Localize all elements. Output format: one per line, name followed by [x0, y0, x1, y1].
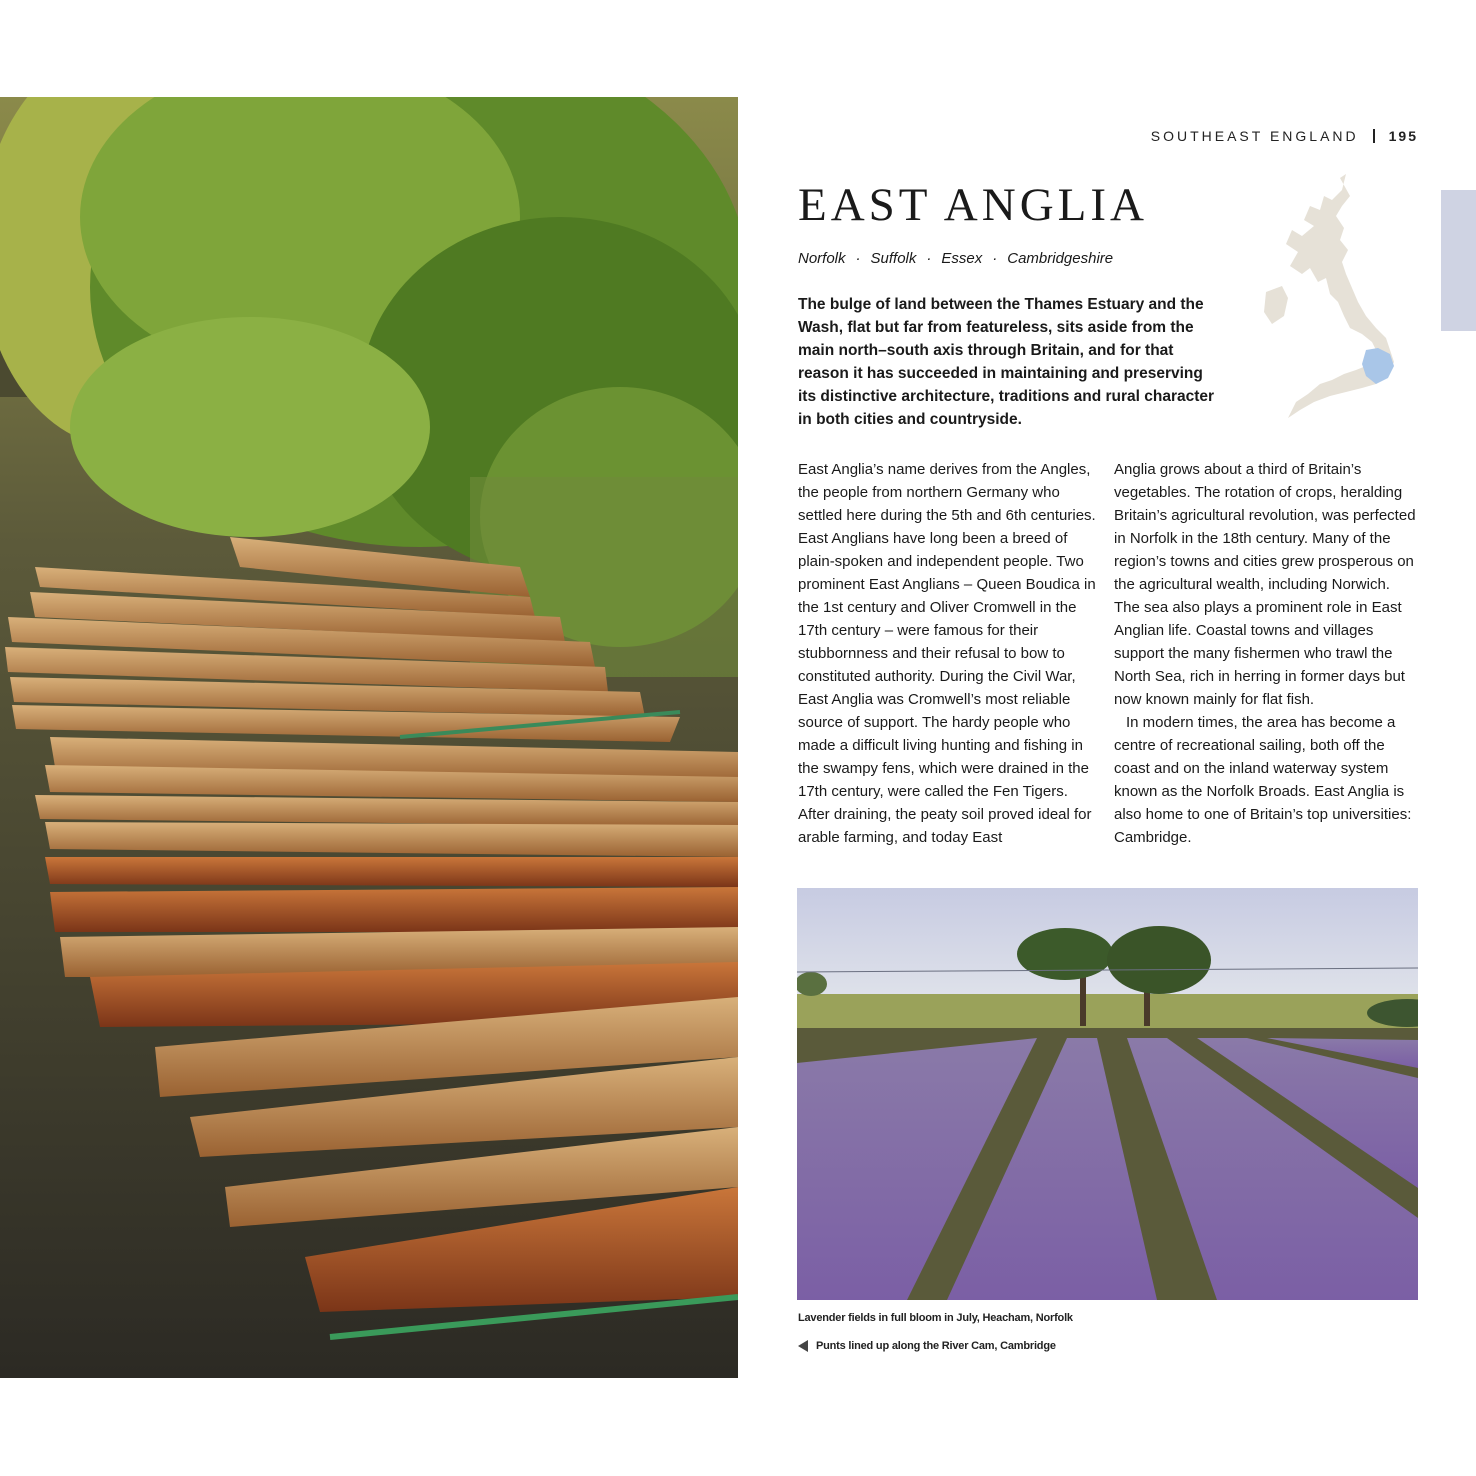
body-paragraph: In modern times, the area has become a centre of recreational sailing, both off the coast and on the inland waterway system known as the Norfolk Broads. East Anglia is also home to one of Britain’s top universities: Cambridge.	[1114, 714, 1412, 846]
body-paragraph: East Anglia’s name derives from the Angles, the people from northern Germany who settled here during the 5th and 6th centuries. East Anglians have long been a breed of plain-spoken and independent people. Two prominent East Anglians – Queen Boudica in the 1st century and Oliver Cromwell in the 17th century – were famous for their stubbornness and their refusal to bow to constituted authority. During the Civil War, East Anglia was Cromwell’s most reliable source of support. The hardy people who made a difficult living hunting and fishing in the swampy fens, which were drained in the 17th century, were called the Fen Tigers. After draining, the peaty soil proved ideal for arable farming, and today East	[798, 461, 1096, 846]
body-text	[798, 458, 1418, 849]
ireland-shape	[1264, 286, 1288, 324]
county-essex: Essex	[941, 250, 983, 267]
county-cambridgeshire: Cambridgeshire	[1007, 250, 1114, 267]
chapter-tab	[1441, 190, 1476, 331]
header-separator	[1373, 129, 1375, 143]
uk-locator-map-icon	[1262, 170, 1408, 422]
punts-caption	[798, 1340, 1056, 1352]
county-separator: ·	[992, 250, 998, 267]
county-separator: ·	[855, 250, 861, 267]
page-number: 195	[1388, 128, 1418, 144]
county-separator: ·	[926, 250, 932, 267]
body-column-2	[1114, 458, 1418, 849]
county-list	[798, 250, 1113, 267]
lavender-field-photo	[797, 888, 1418, 1300]
chapter-title: EAST ANGLIA	[798, 179, 1148, 231]
running-head	[1151, 128, 1418, 144]
section-name: SOUTHEAST ENGLAND	[1150, 128, 1359, 144]
lavender-caption: Lavender fields in full bloom in July, Heacham, Norfolk	[798, 1312, 1073, 1324]
punts-caption-text: Punts lined up along the River Cam, Cambridge	[816, 1340, 1056, 1352]
arrow-left-icon	[798, 1340, 808, 1352]
county-suffolk: Suffolk	[870, 250, 917, 267]
punts-photo	[0, 97, 738, 1378]
county-norfolk: Norfolk	[798, 250, 846, 267]
body-paragraph: Anglia grows about a third of Britain’s vegetables. The rotation of crops, heralding Britain’s agricultural revolution, was perfected in Norfolk in the 18th century. Many of the region’s towns and cities grew prosperous on the agricultural wealth, including Norwich. The sea also plays a prominent role in East Anglian life. Coastal towns and villages support the many fishermen who trawl the North Sea, rich in herring in former days but now known mainly for flat fish.	[1114, 461, 1416, 708]
body-column-1	[798, 458, 1102, 849]
intro-paragraph: The bulge of land between the Thames Estuary and the Wash, flat but far from featureless, sits aside from the main north–south axis through Britain, and for that reason it has succeeded in maintaining and preserving its distinctive architecture, traditions and rural character in both cities and countryside.	[798, 296, 1215, 428]
